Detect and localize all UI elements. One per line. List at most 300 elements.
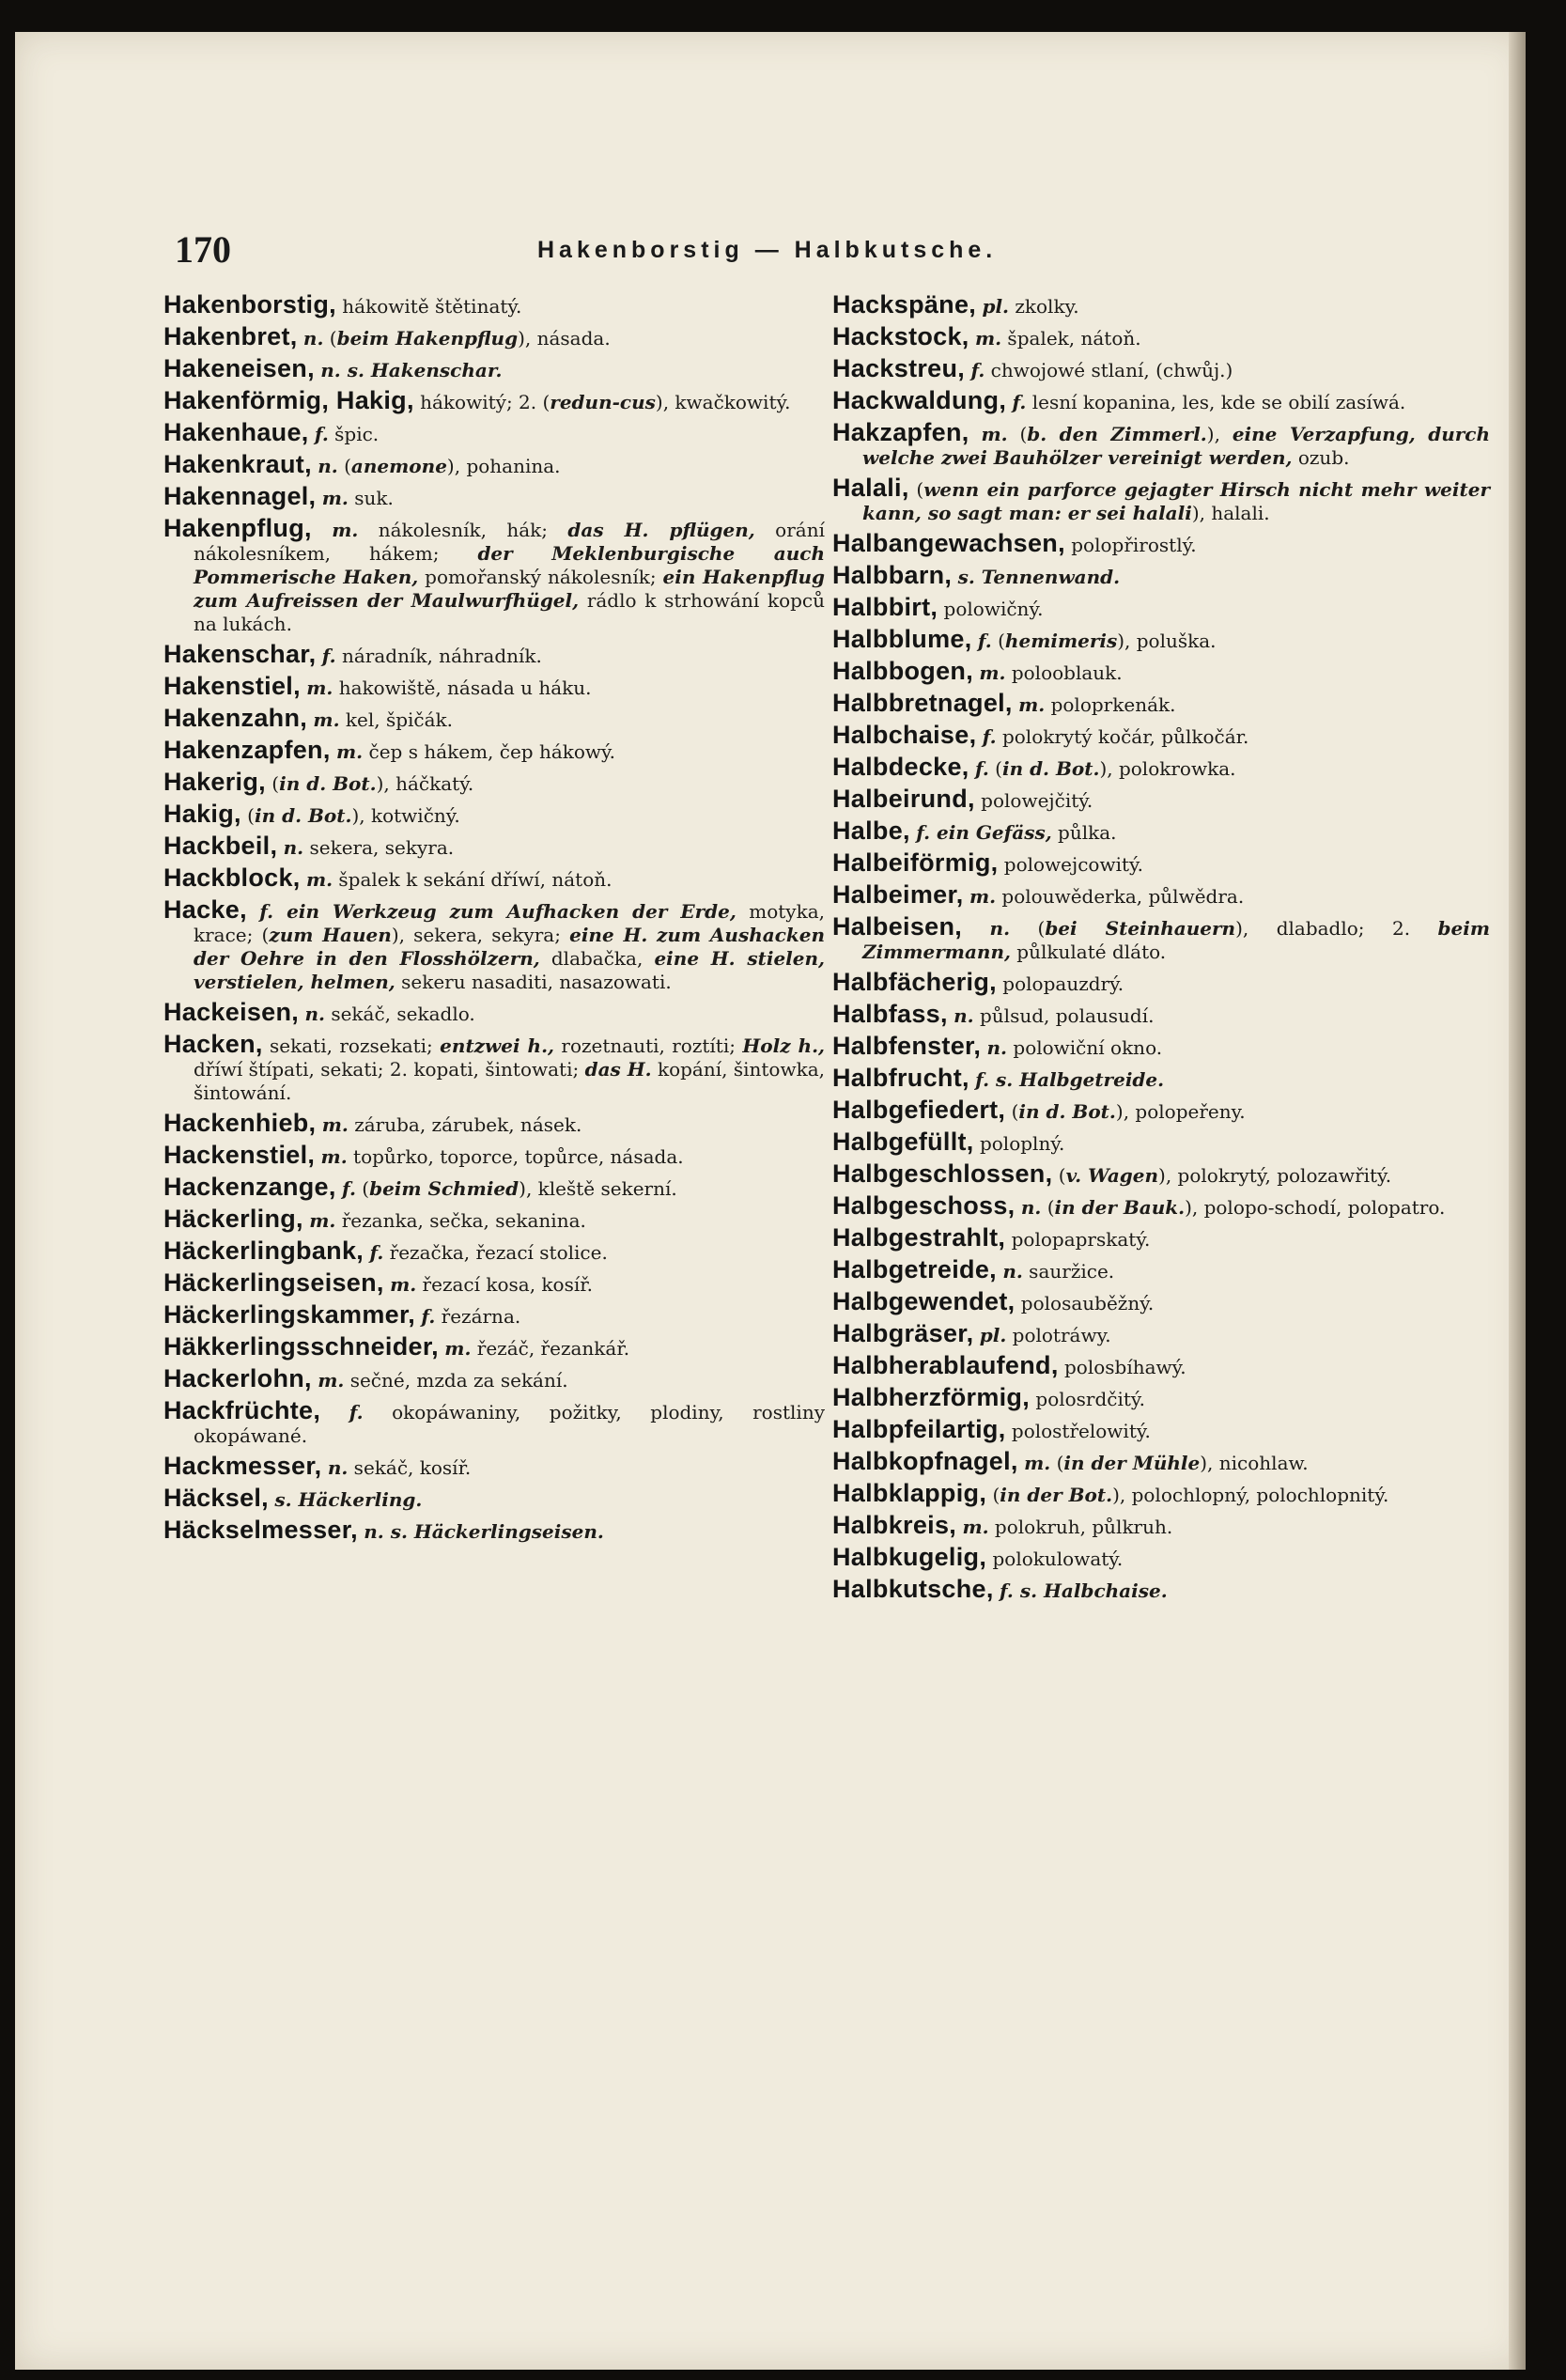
entry-text: polotráwy. xyxy=(1006,1324,1111,1346)
dictionary-entry xyxy=(163,736,825,764)
italic-gloss: m. xyxy=(969,885,997,908)
headword: Hackfrüchte, xyxy=(163,1396,321,1424)
headword: Hackeisen, xyxy=(163,998,300,1026)
headword: Hacken, xyxy=(163,1030,263,1058)
dictionary-entry xyxy=(163,672,825,700)
entry-text: ( xyxy=(355,1177,370,1200)
italic-gloss: m. xyxy=(962,1516,989,1538)
italic-gloss: m. xyxy=(974,327,1002,350)
entry-text: polooblauk. xyxy=(1005,661,1123,684)
dictionary-entry xyxy=(163,863,825,892)
entry-text: sekeru nasaditi, nasazowati. xyxy=(395,971,672,993)
headword: Häckerlingseisen, xyxy=(163,1268,384,1297)
italic-gloss: f. s. Halbgetreide. xyxy=(975,1068,1165,1091)
italic-gloss: anemone xyxy=(350,455,447,477)
italic-gloss: zum Hauen xyxy=(269,924,392,946)
headword: Hackbeil, xyxy=(163,832,278,860)
headword: Halbangewachsen, xyxy=(832,529,1065,557)
italic-gloss: hemimeris xyxy=(1004,630,1118,652)
headword: Häckerling, xyxy=(163,1205,303,1233)
italic-gloss: beim Hakenpflug xyxy=(336,327,519,350)
italic-gloss: f. xyxy=(974,757,989,780)
headword: Halali, xyxy=(832,474,909,502)
headword: Halbeirund, xyxy=(832,785,975,813)
dictionary-entry xyxy=(163,1300,825,1329)
italic-gloss: pl. xyxy=(982,295,1009,318)
headword: Hakenborstig, xyxy=(163,290,336,319)
dictionary-entry xyxy=(832,561,1490,589)
headword: Halbherablaufend, xyxy=(832,1351,1059,1379)
italic-gloss: s. Häckerling. xyxy=(274,1488,423,1511)
dictionary-entry xyxy=(832,1034,1490,1060)
headword: Hackenhieb, xyxy=(163,1109,317,1137)
dictionary-entry xyxy=(832,1255,1490,1283)
headword: Hakenzahn, xyxy=(163,704,308,732)
entry-text: sekati, rozsekati; xyxy=(262,1034,441,1057)
dictionary-entry xyxy=(163,514,825,636)
entry-text: záruba, zárubek, násek. xyxy=(348,1113,582,1136)
headword: Halbgestrahlt, xyxy=(832,1223,1006,1252)
italic-gloss: ein Hakenpflug zum Aufreissen der Maulwurfhügel, xyxy=(194,566,825,612)
dictionary-entry xyxy=(832,1159,1490,1188)
headword: Hackblock, xyxy=(163,863,301,892)
headword: Halbfächerig, xyxy=(832,968,997,996)
italic-gloss: n. xyxy=(327,1456,349,1479)
italic-gloss: in d. Bot. xyxy=(279,772,377,795)
italic-gloss: pl. xyxy=(979,1324,1007,1346)
italic-gloss: f. xyxy=(970,359,985,381)
entry-text: ), polopeřeny. xyxy=(1115,1100,1246,1123)
headword: Hakenpflug, xyxy=(163,514,312,542)
dictionary-entry xyxy=(832,1479,1490,1507)
dictionary-entry xyxy=(832,1098,1490,1124)
entry-text: pomořanský nákolesník; xyxy=(418,566,663,588)
headword: Halbkopfnagel, xyxy=(832,1447,1018,1475)
entry-text: ( xyxy=(265,772,280,795)
italic-gloss: f. xyxy=(421,1305,436,1328)
dictionary-entry xyxy=(832,848,1490,877)
italic-gloss: n. xyxy=(283,836,304,859)
entry-text: polowejcowitý. xyxy=(998,853,1144,876)
headword: Halbeiförmig, xyxy=(832,848,999,877)
entry-text xyxy=(312,519,332,541)
dictionary-entry xyxy=(163,1454,825,1480)
entry-text: hakowiště, násada u háku. xyxy=(333,677,592,699)
headword: Halbklappig, xyxy=(832,1479,987,1507)
dictionary-entry xyxy=(163,834,825,860)
dictionary-entry xyxy=(832,1191,1490,1220)
entry-text: ( xyxy=(240,804,255,827)
dictionary-entry xyxy=(832,1223,1490,1252)
dictionary-entry xyxy=(163,354,825,382)
headword: Hakenstiel, xyxy=(163,672,301,700)
italic-gloss: das H. pflügen, xyxy=(567,519,755,541)
entry-text: motyka, krace; ( xyxy=(194,900,825,946)
entry-text: ), halali. xyxy=(1191,502,1270,524)
italic-gloss: n. s. Häckerlingseisen. xyxy=(364,1520,604,1543)
headword: Hakenförmig, Hakig, xyxy=(163,386,414,414)
entry-text xyxy=(247,900,259,923)
entry-text: ), xyxy=(1206,423,1233,445)
italic-gloss: m. xyxy=(390,1273,417,1296)
entry-text: sekáč, sekadlo. xyxy=(324,1003,475,1025)
dictionary-entry xyxy=(163,1332,825,1361)
entry-text: polopaprskatý. xyxy=(1005,1228,1151,1251)
entry-text: sečné, mzda za sekání. xyxy=(344,1369,568,1392)
italic-gloss: in d. Bot. xyxy=(255,804,352,827)
entry-text: polokrytý kočár, půlkočár. xyxy=(996,725,1249,748)
entry-text: ), polokrytý, polozawřitý. xyxy=(1158,1164,1392,1187)
italic-gloss: f. xyxy=(314,423,329,445)
entry-text: náradník, náhradník. xyxy=(335,645,542,667)
entry-text: polowičný. xyxy=(938,598,1044,620)
entry-text: ( xyxy=(991,630,1005,652)
entry-text: ( xyxy=(1005,1100,1019,1123)
headword: Halbe, xyxy=(832,817,910,845)
italic-gloss: in d. Bot. xyxy=(1001,757,1100,780)
entry-text: nákolesník, hák; xyxy=(358,519,568,541)
headword: Halbgeschlossen, xyxy=(832,1159,1053,1188)
dictionary-entry xyxy=(832,290,1490,319)
dictionary-entry xyxy=(163,704,825,732)
entry-text: řezací kosa, kosíř. xyxy=(416,1273,593,1296)
entry-text: topůrko, toporce, topůrce, násada. xyxy=(347,1145,684,1168)
headword: Hakenzapfen, xyxy=(163,736,331,764)
entry-text: půlsud, polausudí. xyxy=(973,1004,1155,1027)
headword: Hakenkraut, xyxy=(163,450,312,478)
headword: Hackmesser, xyxy=(163,1452,322,1480)
headword: Halbeimer, xyxy=(832,880,964,909)
entry-text: špic. xyxy=(328,423,380,445)
headword: Hackwaldung, xyxy=(832,386,1007,414)
italic-gloss: m. xyxy=(321,487,349,509)
italic-gloss: f. xyxy=(349,1401,364,1423)
entry-text: ( xyxy=(1041,1196,1055,1219)
entry-text: řezáč, řezankář. xyxy=(471,1337,630,1360)
dictionary-entry xyxy=(163,386,825,414)
italic-gloss: m. xyxy=(306,677,333,699)
dictionary-entry xyxy=(163,1175,825,1201)
headword: Hakennagel, xyxy=(163,482,317,510)
dictionary-entry xyxy=(163,1109,825,1137)
entry-text: ), nicohlaw. xyxy=(1200,1452,1309,1474)
entry-text: ), polokrowka. xyxy=(1099,757,1236,780)
italic-gloss: n. xyxy=(302,327,324,350)
italic-gloss: m. xyxy=(320,1145,348,1168)
italic-gloss: n. xyxy=(1002,1260,1023,1283)
italic-gloss: f. xyxy=(1012,391,1027,413)
entry-text: zkolky. xyxy=(1009,295,1079,318)
headword: Halbgetreide, xyxy=(832,1255,997,1283)
entry-text: okopáwaniny, požitky, plodiny, rostliny okopáwané. xyxy=(194,1401,825,1447)
italic-gloss: m. xyxy=(309,1209,336,1232)
entry-text: orání nákolesníkem, hákem; xyxy=(194,519,825,565)
entry-text xyxy=(320,1401,349,1423)
dictionary-entry xyxy=(163,450,825,478)
dictionary-entry xyxy=(832,787,1490,813)
entry-text: ), polochlopný, polochlopnitý. xyxy=(1112,1484,1389,1506)
book-page xyxy=(15,32,1526,2370)
headword: Hakenhaue, xyxy=(163,418,309,446)
italic-gloss: redun-cus xyxy=(550,391,656,413)
headword: Häckerlingbank, xyxy=(163,1237,364,1265)
entry-text: ), poluška. xyxy=(1117,630,1217,652)
dictionary-entry xyxy=(163,482,825,510)
running-head: Hakenborstig — Halbkutsche. xyxy=(537,237,998,263)
dictionary-entry xyxy=(163,1239,825,1265)
headword: Halbfenster, xyxy=(832,1032,982,1060)
italic-gloss: f. xyxy=(369,1241,384,1264)
dictionary-entry xyxy=(832,476,1490,525)
dictionary-entry xyxy=(832,1351,1490,1379)
italic-gloss: in der Bot. xyxy=(1000,1484,1113,1506)
dictionary-entry xyxy=(163,1486,825,1512)
dictionary-entry xyxy=(832,1511,1490,1539)
entry-text: polouwěderka, půlwědra. xyxy=(996,885,1245,908)
headword: Halbdecke, xyxy=(832,753,969,781)
italic-gloss: in d. Bot. xyxy=(1018,1100,1116,1123)
dictionary-entry xyxy=(832,1287,1490,1315)
entry-text: hákowitě štětinatý. xyxy=(335,295,522,318)
dictionary-entry xyxy=(163,1268,825,1297)
italic-gloss: m. xyxy=(321,1113,349,1136)
dictionary-entry xyxy=(832,418,1491,470)
dictionary-entry xyxy=(163,418,825,446)
headword: Halbchaise, xyxy=(832,721,977,749)
italic-gloss: Holz h., xyxy=(742,1034,825,1057)
entry-text: polosrdčitý. xyxy=(1030,1388,1145,1410)
dictionary-entry xyxy=(832,354,1490,382)
italic-gloss: n. s. Hakenschar. xyxy=(320,359,503,381)
dictionary-entry xyxy=(832,322,1490,350)
dictionary-entry xyxy=(832,529,1490,557)
dictionary-entry xyxy=(832,689,1490,717)
headword: Hackstock, xyxy=(832,322,969,350)
entry-text: půlkulaté dláto. xyxy=(1010,941,1167,963)
entry-text: polosbíhawý. xyxy=(1058,1356,1186,1378)
dictionary-entry xyxy=(832,819,1490,845)
headword: Hakenschar, xyxy=(163,640,317,668)
headword: Halbherzförmig, xyxy=(832,1383,1031,1411)
entry-text: kopání, šintowka, šintowání. xyxy=(194,1058,825,1104)
headword: Hakenbret, xyxy=(163,322,298,350)
headword: Halbgeschoss, xyxy=(832,1191,1016,1220)
headword: Hackstreu, xyxy=(832,354,966,382)
page-gutter-shadow xyxy=(1509,32,1526,2370)
italic-gloss: eine Verzapfung, durch welche zwei Bauhölzer vereinigt werden, xyxy=(862,423,1491,469)
headword: Halbbretnagel, xyxy=(832,689,1013,717)
italic-gloss: das H. xyxy=(584,1058,652,1081)
italic-gloss: der Meklenburgische auch Pommerische Haken, xyxy=(194,542,825,588)
dictionary-entry xyxy=(832,1575,1490,1603)
entry-text: špalek, nátoň. xyxy=(1001,327,1141,350)
italic-gloss: n. xyxy=(1020,1196,1042,1219)
headword: Hakig, xyxy=(163,800,241,828)
dictionary-entry xyxy=(832,1415,1490,1443)
dictionary-entry xyxy=(832,880,1490,909)
italic-gloss: m. xyxy=(305,868,333,891)
italic-gloss: beim Schmied xyxy=(369,1177,519,1200)
entry-text: polokulowatý. xyxy=(986,1548,1124,1570)
entry-text: sauržice. xyxy=(1022,1260,1115,1283)
entry-text: polokruh, půlkruh. xyxy=(988,1516,1173,1538)
entry-text: dříwí štípati, sekati; 2. kopati, šintowati; xyxy=(194,1058,585,1081)
entry-text: řezárna. xyxy=(435,1305,521,1328)
headword: Halbkutsche, xyxy=(832,1575,994,1603)
italic-gloss: f. xyxy=(977,630,992,652)
italic-gloss: m. xyxy=(981,423,1008,445)
right-column xyxy=(832,290,1491,1610)
dictionary-entry xyxy=(832,657,1490,685)
italic-gloss: eine H. stielen, verstielen, helmen, xyxy=(194,947,825,993)
entry-text: ), kwačkowitý. xyxy=(655,391,791,413)
entry-text: ( xyxy=(986,1484,1000,1506)
entry-text: půlka. xyxy=(1051,821,1117,844)
headword: Halbpfeilartig, xyxy=(832,1415,1006,1443)
dictionary-entry xyxy=(163,322,825,350)
headword: Häcksel, xyxy=(163,1484,269,1512)
entry-text: ), kotwičný. xyxy=(351,804,460,827)
dictionary-entry xyxy=(832,386,1490,414)
headword: Häckerlingskammer, xyxy=(163,1300,416,1329)
entry-text: čep s hákem, čep hákowý. xyxy=(363,740,616,763)
entry-text: kel, špičák. xyxy=(339,708,454,731)
entry-text: polosauběžný. xyxy=(1015,1292,1155,1314)
dictionary-entry xyxy=(163,290,825,319)
italic-gloss: f. s. Halbchaise. xyxy=(1000,1579,1168,1602)
entry-text: polowejčitý. xyxy=(974,789,1093,812)
dictionary-entry xyxy=(163,1143,825,1169)
headword: Hackenstiel, xyxy=(163,1141,316,1169)
italic-gloss: beim Zimmermann, xyxy=(862,917,1490,963)
dictionary-entry xyxy=(163,1396,825,1448)
headword: Häckselmesser, xyxy=(163,1516,358,1544)
entry-text xyxy=(969,423,982,445)
dictionary-entry xyxy=(832,755,1490,781)
italic-gloss: m. xyxy=(1018,693,1046,716)
entry-text: rozetnauti, roztíti; xyxy=(554,1034,743,1057)
dictionary-entry xyxy=(832,723,1490,749)
dictionary-entry xyxy=(163,1364,825,1392)
dictionary-entry xyxy=(163,895,825,994)
headword: Halbgräser, xyxy=(832,1319,974,1347)
italic-gloss: n. xyxy=(986,1036,1008,1059)
headword: Hakzapfen, xyxy=(832,418,969,446)
headword: Halbgefiedert, xyxy=(832,1096,1006,1124)
italic-gloss: m. xyxy=(336,740,364,763)
headword: Hakeneisen, xyxy=(163,354,315,382)
entry-text: špalek k sekání dříwí, nátoň. xyxy=(333,868,612,891)
headword: Hackenzange, xyxy=(163,1173,336,1201)
entry-text: chwojowé stlaní, (chwůj.) xyxy=(985,359,1233,381)
dictionary-entry xyxy=(163,770,825,796)
italic-gloss: n. xyxy=(318,455,338,477)
entry-text: ), polopo-schodí, polopatro. xyxy=(1185,1196,1446,1219)
dictionary-entry xyxy=(832,1319,1490,1347)
dictionary-entry xyxy=(832,912,1490,964)
entry-text: ( xyxy=(323,327,337,350)
entry-text xyxy=(962,917,989,940)
italic-gloss: f. xyxy=(342,1177,356,1200)
headword: Halbfrucht, xyxy=(832,1064,969,1092)
italic-gloss: n. xyxy=(989,917,1011,940)
entry-text: ), háčkatý. xyxy=(376,772,474,795)
italic-gloss: n. xyxy=(954,1004,974,1027)
headword: Halbkugelig, xyxy=(832,1543,987,1571)
entry-text: ), násada. xyxy=(518,327,611,350)
headword: Halbfass, xyxy=(832,1000,948,1028)
italic-gloss: in der Mühle xyxy=(1063,1452,1201,1474)
entry-text: polopauzdrý. xyxy=(996,972,1124,995)
entry-text: ), kleště sekerní. xyxy=(519,1177,677,1200)
entry-text: ), pohanina. xyxy=(446,455,561,477)
entry-text: suk. xyxy=(348,487,394,509)
italic-gloss: b. den Zimmerl. xyxy=(1027,423,1207,445)
dictionary-entry xyxy=(832,1000,1490,1028)
dictionary-entry xyxy=(163,998,825,1026)
headword: Halbblume, xyxy=(832,625,972,653)
headword: Halbbirt, xyxy=(832,593,938,621)
entry-text: ), dlabadlo; 2. xyxy=(1235,917,1438,940)
entry-text: ( xyxy=(1010,917,1046,940)
dictionary-entry xyxy=(163,640,825,668)
italic-gloss: m. xyxy=(1024,1452,1051,1474)
italic-gloss: m. xyxy=(332,519,359,541)
headword: Halbkreis, xyxy=(832,1511,957,1539)
italic-gloss: f. ein Gefäss, xyxy=(916,821,1052,844)
page-header xyxy=(15,227,1142,274)
italic-gloss: entzwei h., xyxy=(440,1034,555,1057)
dictionary-entry xyxy=(832,1066,1490,1092)
italic-gloss: f. ein Werkzeug zum Aufhacken der Erde, xyxy=(259,900,736,923)
dictionary-entry xyxy=(163,1207,825,1233)
entry-text: hákowitý; 2. ( xyxy=(413,391,550,413)
dictionary-entry xyxy=(832,1130,1490,1156)
entry-text: sekáč, kosíř. xyxy=(348,1456,472,1479)
entry-text: lesní kopanina, les, kde se obilí zasíwá. xyxy=(1026,391,1406,413)
italic-gloss: wenn ein parforce gejagter Hirsch nicht mehr weiter kann, so sagt man: er sei halali xyxy=(862,478,1490,524)
italic-gloss: v. Wagen xyxy=(1065,1164,1159,1187)
entry-text: ( xyxy=(1050,1452,1064,1474)
dictionary-entry xyxy=(163,802,825,828)
dictionary-entry xyxy=(832,625,1490,653)
entry-text: polowiční okno. xyxy=(1007,1036,1163,1059)
entry-text: ( xyxy=(1007,423,1028,445)
headword: Hakerig, xyxy=(163,768,266,796)
entry-text: polopřirostlý. xyxy=(1064,534,1197,556)
dictionary-entry xyxy=(832,1447,1490,1475)
italic-gloss: eine H. zum Aushacken der Oehre in den Flosshölzern, xyxy=(194,924,825,970)
page-number: 170 xyxy=(175,228,231,271)
italic-gloss: m. xyxy=(313,708,340,731)
entry-text: dlabačka, xyxy=(539,947,655,970)
italic-gloss: m. xyxy=(318,1369,345,1392)
entry-text: ), sekera, sekyra; xyxy=(391,924,570,946)
entry-text: ( xyxy=(988,757,1002,780)
entry-text: řezačka, řezací stolice. xyxy=(383,1241,608,1264)
entry-text: sekera, sekyra. xyxy=(303,836,455,859)
dictionary-entry xyxy=(163,1030,825,1105)
entry-text: rádlo k strhowání kopců na lukách. xyxy=(194,589,825,635)
italic-gloss: n. xyxy=(304,1003,325,1025)
entry-text: poloplný. xyxy=(973,1132,1065,1155)
italic-gloss: m. xyxy=(444,1337,472,1360)
italic-gloss: f. xyxy=(321,645,336,667)
entry-text: řezanka, sečka, sekanina. xyxy=(335,1209,586,1232)
headword: Halbeisen, xyxy=(832,912,963,941)
italic-gloss: f. xyxy=(982,725,997,748)
headword: Halbbogen, xyxy=(832,657,973,685)
